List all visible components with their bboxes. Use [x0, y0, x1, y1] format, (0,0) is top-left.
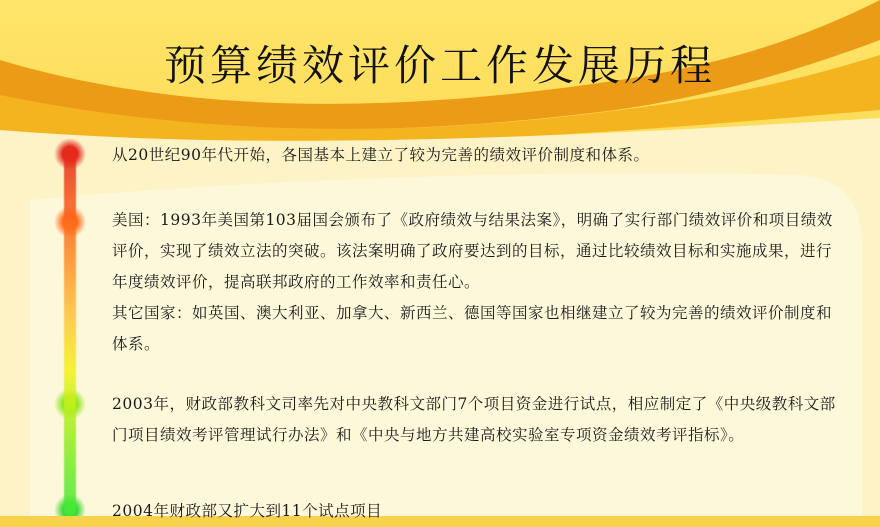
timeline-line	[64, 150, 76, 516]
milestone-text-4: 2004年财政部又扩大到11个试点项目	[112, 502, 383, 520]
milestone-text-2	[112, 205, 842, 360]
page-title: 预算绩效评价工作发展历程	[163, 41, 716, 90]
milestone-text-1: 从20世纪90年代开始，各国基本上建立了较为完善的绩效评价制度和体系。	[112, 146, 650, 164]
milestone-text-3: 2003年，财政部教科文司率先对中央教科文部门7个项目资金进行试点，相应制定了《中央级教科文部门项目绩效考评管理试行办法》和《中央与地方共建高校实验室专项资金绩效考评指标》。	[112, 395, 836, 444]
milestone-text-2-us: 美国：1993年美国第103届国会颁布了《政府绩效与结果法案》，明确了实行部门绩效评价和项目绩效评价，实现了绩效立法的突破。该法案明确了政府要达到的目标，通过比较绩效目标和实施成果，进行年度绩效评价，提高联邦政府的工作效率和责任心。	[112, 211, 833, 291]
milestone-text-2-others: 其它国家：如英国、澳大利亚、加拿大、新西兰、德国等国家也相继建立了较为完善的绩效评价制度和体系。	[112, 304, 833, 353]
